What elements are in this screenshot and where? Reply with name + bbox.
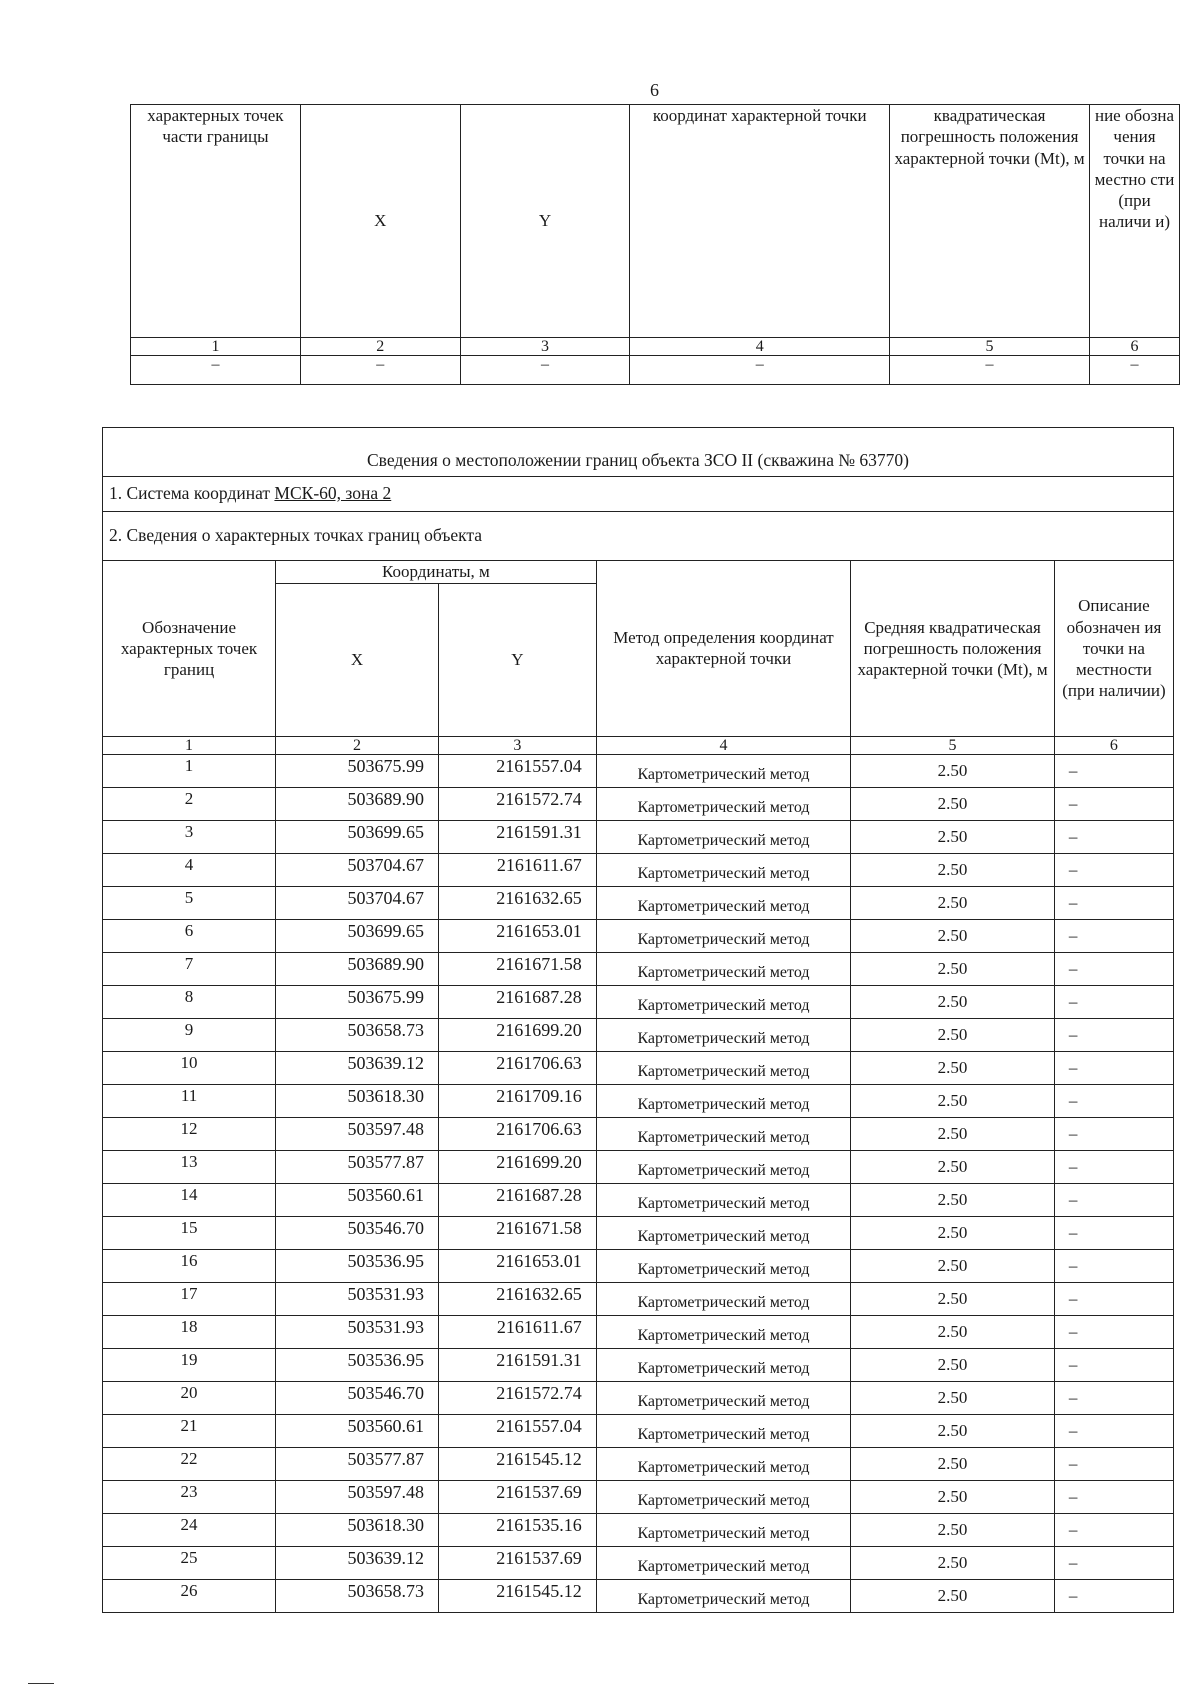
table-row <box>103 919 1174 952</box>
point-number: 23 <box>103 1480 276 1513</box>
top-empty-cell: – <box>460 356 630 385</box>
point-x: 503531.93 <box>276 1282 439 1315</box>
point-description: – <box>1054 1414 1173 1447</box>
point-y: 2161709.16 <box>438 1084 596 1117</box>
top-header-col4: координат характерной точки <box>630 105 890 338</box>
point-y: 2161611.67 <box>438 853 596 886</box>
point-x: 503536.95 <box>276 1348 439 1381</box>
point-number: 6 <box>103 919 276 952</box>
point-method: Картометрический метод <box>596 820 851 853</box>
point-x: 503704.67 <box>276 853 439 886</box>
point-y: 2161537.69 <box>438 1480 596 1513</box>
point-x: 503577.87 <box>276 1150 439 1183</box>
point-x: 503689.90 <box>276 787 439 820</box>
table-row <box>103 1150 1174 1183</box>
point-error: 2.50 <box>851 886 1055 919</box>
point-y: 2161653.01 <box>438 919 596 952</box>
main-header-row-1 <box>103 560 1174 583</box>
main-colnum: 6 <box>1054 736 1173 754</box>
point-x: 503531.93 <box>276 1315 439 1348</box>
top-empty-cell: – <box>131 356 301 385</box>
point-y: 2161706.63 <box>438 1051 596 1084</box>
point-y: 2161591.31 <box>438 820 596 853</box>
table-row <box>103 754 1174 787</box>
point-x: 503597.48 <box>276 1117 439 1150</box>
point-description: – <box>1054 820 1173 853</box>
table-row <box>103 1216 1174 1249</box>
point-error: 2.50 <box>851 1513 1055 1546</box>
table-row <box>103 1414 1174 1447</box>
table-row <box>103 1447 1174 1480</box>
point-description: – <box>1054 1183 1173 1216</box>
point-y: 2161557.04 <box>438 1414 596 1447</box>
top-header-col1: характерных точек части границы <box>131 105 301 338</box>
point-description: – <box>1054 1018 1173 1051</box>
top-empty-cell: – <box>1089 356 1179 385</box>
top-colnum: 3 <box>460 338 630 356</box>
main-table-title: Сведения о местоположении границ объекта ЗСО II (скважина № 63770) <box>103 428 1174 477</box>
page-number: 6 <box>650 80 659 100</box>
table-row <box>103 820 1174 853</box>
main-colnum: 4 <box>596 736 851 754</box>
point-method: Картометрический метод <box>596 1546 851 1579</box>
point-error: 2.50 <box>851 1216 1055 1249</box>
point-description: – <box>1054 985 1173 1018</box>
point-method: Картометрический метод <box>596 787 851 820</box>
point-y: 2161611.67 <box>438 1315 596 1348</box>
point-x: 503618.30 <box>276 1513 439 1546</box>
main-colnum: 3 <box>438 736 596 754</box>
point-x: 503536.95 <box>276 1249 439 1282</box>
table-row <box>103 1348 1174 1381</box>
point-number: 13 <box>103 1150 276 1183</box>
table-row <box>103 1315 1174 1348</box>
point-number: 24 <box>103 1513 276 1546</box>
point-x: 503658.73 <box>276 1018 439 1051</box>
table-row <box>103 1051 1174 1084</box>
point-number: 25 <box>103 1546 276 1579</box>
header-x: X <box>276 583 439 736</box>
table-row <box>103 1381 1174 1414</box>
point-number: 8 <box>103 985 276 1018</box>
point-y: 2161591.31 <box>438 1348 596 1381</box>
table-row <box>103 985 1174 1018</box>
point-number: 4 <box>103 853 276 886</box>
top-colnum: 6 <box>1089 338 1179 356</box>
point-x: 503546.70 <box>276 1216 439 1249</box>
top-header-col6: ние обозна чения точки на местно сти (при наличи и) <box>1089 105 1179 338</box>
top-table-header-row <box>131 105 1180 338</box>
table-row <box>103 853 1174 886</box>
point-y: 2161535.16 <box>438 1513 596 1546</box>
point-method: Картометрический метод <box>596 985 851 1018</box>
point-number: 9 <box>103 1018 276 1051</box>
point-x: 503560.61 <box>276 1183 439 1216</box>
top-table <box>130 104 1180 385</box>
top-header-x: X <box>300 105 460 338</box>
point-error: 2.50 <box>851 1249 1055 1282</box>
point-method: Картометрический метод <box>596 1480 851 1513</box>
point-error: 2.50 <box>851 1117 1055 1150</box>
point-method: Картометрический метод <box>596 1414 851 1447</box>
point-number: 20 <box>103 1381 276 1414</box>
table-row <box>103 1282 1174 1315</box>
point-y: 2161545.12 <box>438 1579 596 1612</box>
point-number: 15 <box>103 1216 276 1249</box>
point-number: 22 <box>103 1447 276 1480</box>
point-method: Картометрический метод <box>596 1018 851 1051</box>
point-method: Картометрический метод <box>596 1183 851 1216</box>
point-error: 2.50 <box>851 952 1055 985</box>
point-number: 26 <box>103 1579 276 1612</box>
point-number: 19 <box>103 1348 276 1381</box>
scan-artifact <box>28 1683 54 1684</box>
point-y: 2161687.28 <box>438 1183 596 1216</box>
point-x: 503577.87 <box>276 1447 439 1480</box>
point-description: – <box>1054 1282 1173 1315</box>
table-row <box>103 1579 1174 1612</box>
point-error: 2.50 <box>851 1018 1055 1051</box>
point-number: 3 <box>103 820 276 853</box>
point-x: 503675.99 <box>276 754 439 787</box>
point-error: 2.50 <box>851 1051 1055 1084</box>
point-description: – <box>1054 1150 1173 1183</box>
header-coordinates: Координаты, м <box>276 560 597 583</box>
point-method: Картометрический метод <box>596 1282 851 1315</box>
point-method: Картометрический метод <box>596 1216 851 1249</box>
point-error: 2.50 <box>851 1150 1055 1183</box>
point-error: 2.50 <box>851 820 1055 853</box>
point-x: 503699.65 <box>276 820 439 853</box>
point-error: 2.50 <box>851 1480 1055 1513</box>
header-method: Метод определения координат характерной точки <box>596 560 851 736</box>
main-colnum: 2 <box>276 736 439 754</box>
point-x: 503699.65 <box>276 919 439 952</box>
point-error: 2.50 <box>851 985 1055 1018</box>
main-title-row <box>103 428 1174 477</box>
point-y: 2161632.65 <box>438 1282 596 1315</box>
point-description: – <box>1054 1348 1173 1381</box>
table-row <box>103 952 1174 985</box>
point-x: 503658.73 <box>276 1579 439 1612</box>
point-y: 2161671.58 <box>438 952 596 985</box>
point-x: 503618.30 <box>276 1084 439 1117</box>
point-description: – <box>1054 1579 1173 1612</box>
point-method: Картометрический метод <box>596 1051 851 1084</box>
point-method: Картометрический метод <box>596 1447 851 1480</box>
point-number: 7 <box>103 952 276 985</box>
point-description: – <box>1054 1546 1173 1579</box>
point-number: 2 <box>103 787 276 820</box>
point-error: 2.50 <box>851 1414 1055 1447</box>
point-method: Картометрический метод <box>596 754 851 787</box>
point-number: 18 <box>103 1315 276 1348</box>
point-error: 2.50 <box>851 919 1055 952</box>
point-number: 12 <box>103 1117 276 1150</box>
point-description: – <box>1054 886 1173 919</box>
point-number: 16 <box>103 1249 276 1282</box>
point-method: Картометрический метод <box>596 1117 851 1150</box>
top-colnum: 4 <box>630 338 890 356</box>
point-description: – <box>1054 952 1173 985</box>
point-y: 2161632.65 <box>438 886 596 919</box>
point-y: 2161687.28 <box>438 985 596 1018</box>
point-error: 2.50 <box>851 1348 1055 1381</box>
point-number: 1 <box>103 754 276 787</box>
point-method: Картометрический метод <box>596 1249 851 1282</box>
coordinate-system-label: 1. Система координат <box>109 483 275 503</box>
main-number-row <box>103 736 1174 754</box>
point-method: Картометрический метод <box>596 853 851 886</box>
table-row <box>103 1183 1174 1216</box>
point-x: 503704.67 <box>276 886 439 919</box>
point-y: 2161653.01 <box>438 1249 596 1282</box>
point-x: 503546.70 <box>276 1381 439 1414</box>
point-x: 503639.12 <box>276 1546 439 1579</box>
point-y: 2161671.58 <box>438 1216 596 1249</box>
main-table <box>102 427 1174 1613</box>
point-x: 503560.61 <box>276 1414 439 1447</box>
point-x: 503689.90 <box>276 952 439 985</box>
point-description: – <box>1054 787 1173 820</box>
point-number: 17 <box>103 1282 276 1315</box>
point-error: 2.50 <box>851 1315 1055 1348</box>
point-method: Картометрический метод <box>596 1579 851 1612</box>
point-description: – <box>1054 1084 1173 1117</box>
point-error: 2.50 <box>851 1546 1055 1579</box>
table-row <box>103 1513 1174 1546</box>
point-error: 2.50 <box>851 1183 1055 1216</box>
point-description: – <box>1054 1051 1173 1084</box>
point-y: 2161557.04 <box>438 754 596 787</box>
point-description: – <box>1054 1315 1173 1348</box>
point-method: Картометрический метод <box>596 1315 851 1348</box>
header-description: Описание обозначен ия точки на местности (при наличии) <box>1054 560 1173 736</box>
point-error: 2.50 <box>851 1084 1055 1117</box>
point-method: Картометрический метод <box>596 1513 851 1546</box>
point-y: 2161545.12 <box>438 1447 596 1480</box>
top-empty-cell: – <box>300 356 460 385</box>
header-point-designation: Обозначение характерных точек границ <box>103 560 276 736</box>
point-description: – <box>1054 1249 1173 1282</box>
point-description: – <box>1054 1117 1173 1150</box>
point-error: 2.50 <box>851 853 1055 886</box>
main-colnum: 1 <box>103 736 276 754</box>
point-y: 2161699.20 <box>438 1150 596 1183</box>
table-row <box>103 1480 1174 1513</box>
point-y: 2161572.74 <box>438 1381 596 1414</box>
point-method: Картометрический метод <box>596 952 851 985</box>
point-error: 2.50 <box>851 1381 1055 1414</box>
point-method: Картометрический метод <box>596 1381 851 1414</box>
table-row <box>103 787 1174 820</box>
main-colnum: 5 <box>851 736 1055 754</box>
top-header-col5: квадратическая погрешность положения характерной точки (Mt), м <box>890 105 1090 338</box>
points-heading-row <box>103 511 1174 560</box>
top-colnum: 5 <box>890 338 1090 356</box>
point-error: 2.50 <box>851 1447 1055 1480</box>
point-number: 5 <box>103 886 276 919</box>
point-number: 14 <box>103 1183 276 1216</box>
point-description: – <box>1054 853 1173 886</box>
table-row <box>103 886 1174 919</box>
point-x: 503675.99 <box>276 985 439 1018</box>
point-description: – <box>1054 1480 1173 1513</box>
point-method: Картометрический метод <box>596 919 851 952</box>
point-number: 11 <box>103 1084 276 1117</box>
top-empty-cell: – <box>890 356 1090 385</box>
point-number: 21 <box>103 1414 276 1447</box>
table-row <box>103 1018 1174 1051</box>
top-table-empty-row <box>131 356 1180 385</box>
table-row <box>103 1249 1174 1282</box>
top-colnum: 1 <box>131 338 301 356</box>
point-description: – <box>1054 1216 1173 1249</box>
point-error: 2.50 <box>851 787 1055 820</box>
point-y: 2161572.74 <box>438 787 596 820</box>
point-description: – <box>1054 1513 1173 1546</box>
point-description: – <box>1054 1447 1173 1480</box>
header-y: Y <box>438 583 596 736</box>
coordinate-system-cell <box>103 477 1174 512</box>
point-y: 2161706.63 <box>438 1117 596 1150</box>
point-description: – <box>1054 919 1173 952</box>
table-row <box>103 1084 1174 1117</box>
top-table-number-row <box>131 338 1180 356</box>
point-description: – <box>1054 1381 1173 1414</box>
point-method: Картометрический метод <box>596 1150 851 1183</box>
point-y: 2161537.69 <box>438 1546 596 1579</box>
point-number: 10 <box>103 1051 276 1084</box>
point-description: – <box>1054 754 1173 787</box>
point-error: 2.50 <box>851 754 1055 787</box>
points-heading: 2. Сведения о характерных точках границ объекта <box>103 511 1174 560</box>
point-method: Картометрический метод <box>596 1084 851 1117</box>
point-rows <box>103 754 1174 1612</box>
point-error: 2.50 <box>851 1282 1055 1315</box>
top-header-y: Y <box>460 105 630 338</box>
point-method: Картометрический метод <box>596 886 851 919</box>
point-x: 503597.48 <box>276 1480 439 1513</box>
header-error: Средняя квадратическая погрешность положения характерной точки (Mt), м <box>851 560 1055 736</box>
table-row <box>103 1117 1174 1150</box>
point-y: 2161699.20 <box>438 1018 596 1051</box>
table-row <box>103 1546 1174 1579</box>
system-row <box>103 477 1174 512</box>
point-error: 2.50 <box>851 1579 1055 1612</box>
top-empty-cell: – <box>630 356 890 385</box>
coordinate-system-value: МСК-60, зона 2 <box>274 483 392 503</box>
top-colnum: 2 <box>300 338 460 356</box>
point-x: 503639.12 <box>276 1051 439 1084</box>
point-method: Картометрический метод <box>596 1348 851 1381</box>
